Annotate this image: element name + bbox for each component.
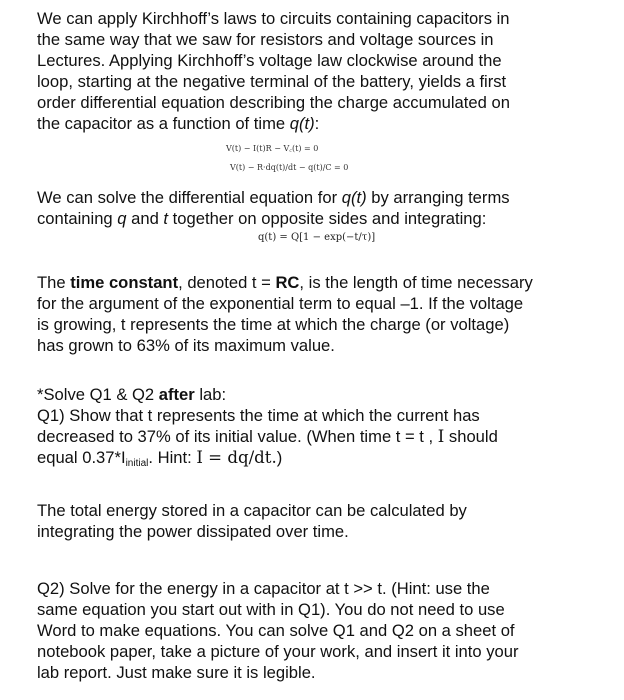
intro-paragraph	[37, 8, 597, 134]
energy-line-2: integrating the power dissipated over time.	[37, 522, 349, 541]
intro-line-4: loop, starting at the negative terminal of the battery, yields a first	[37, 72, 507, 91]
q-of-t-var: q(t)	[289, 114, 315, 133]
q2-line-4: notebook paper, take a picture of your work, and insert it into your	[37, 642, 519, 661]
solve-line-2: containing q and t together on opposite sides and integrating:	[37, 209, 487, 228]
q1-paragraph	[37, 384, 597, 474]
q2-line-5: lab report. Just make sure it is legible.	[37, 663, 316, 682]
time-constant-paragraph	[37, 272, 597, 356]
charge-solution-equation: q(t) = Q[1 − exp(−t/τ)]	[258, 232, 376, 243]
q1-line-4: equal $0.37*I_{initial}$. Hint: I = dq/dt.)	[37, 448, 283, 469]
tc-line-2: for the argument of the exponential term to equal –1. If the voltage	[37, 294, 524, 313]
energy-line-1: The total energy stored in a capacitor can be calculated by	[37, 501, 467, 520]
tc-line-3: is growing, t represents the time at which the charge (or voltage)	[37, 315, 510, 334]
q2-line-3: Word to make equations. You can solve Q1 and Q2 on a sheet of	[37, 621, 515, 640]
q1-line-1: *Solve Q1 & Q2 after lab:	[37, 385, 227, 404]
q2-line-1: Q2) Solve for the energy in a capacitor at t >> t. (Hint: use the	[37, 579, 490, 598]
intro-line-3: Lectures. Applying Kirchhoff’s voltage law clockwise around the	[37, 51, 502, 70]
energy-paragraph	[37, 500, 597, 542]
q1-line-2: Q1) Show that t represents the time at which the current has	[37, 406, 480, 425]
intro-line-5: order differential equation describing the charge accumulated on	[37, 93, 510, 112]
solve-line-1: We can solve the differential equation for q(t) by arranging terms	[37, 188, 510, 207]
intro-line-2: the same way that we saw for resistors and voltage sources in	[37, 30, 494, 49]
intro-line-1: We can apply Kirchhoff’s laws to circuits containing capacitors in	[37, 9, 510, 28]
q2-paragraph	[37, 578, 597, 683]
q2-line-2: same equation you start out with in Q1). You do not need to use	[37, 600, 505, 619]
solve-paragraph	[37, 187, 597, 229]
tc-line-1: The time constant, denoted t = RC, is the length of time necessary	[37, 273, 533, 292]
differential-equation: V(t) − R·dq(t)/dt − q(t)/C = 0	[230, 163, 349, 172]
q1-line-3: decreased to 37% of its initial value. (When time t = t , I should	[37, 427, 498, 446]
kvl-equation: V(t) − I(t)R − V꜀(t) = 0	[226, 144, 319, 153]
tc-line-4: has grown to 63% of its maximum value.	[37, 336, 335, 355]
intro-line-6: the capacitor as a function of time q(t):	[37, 114, 320, 133]
